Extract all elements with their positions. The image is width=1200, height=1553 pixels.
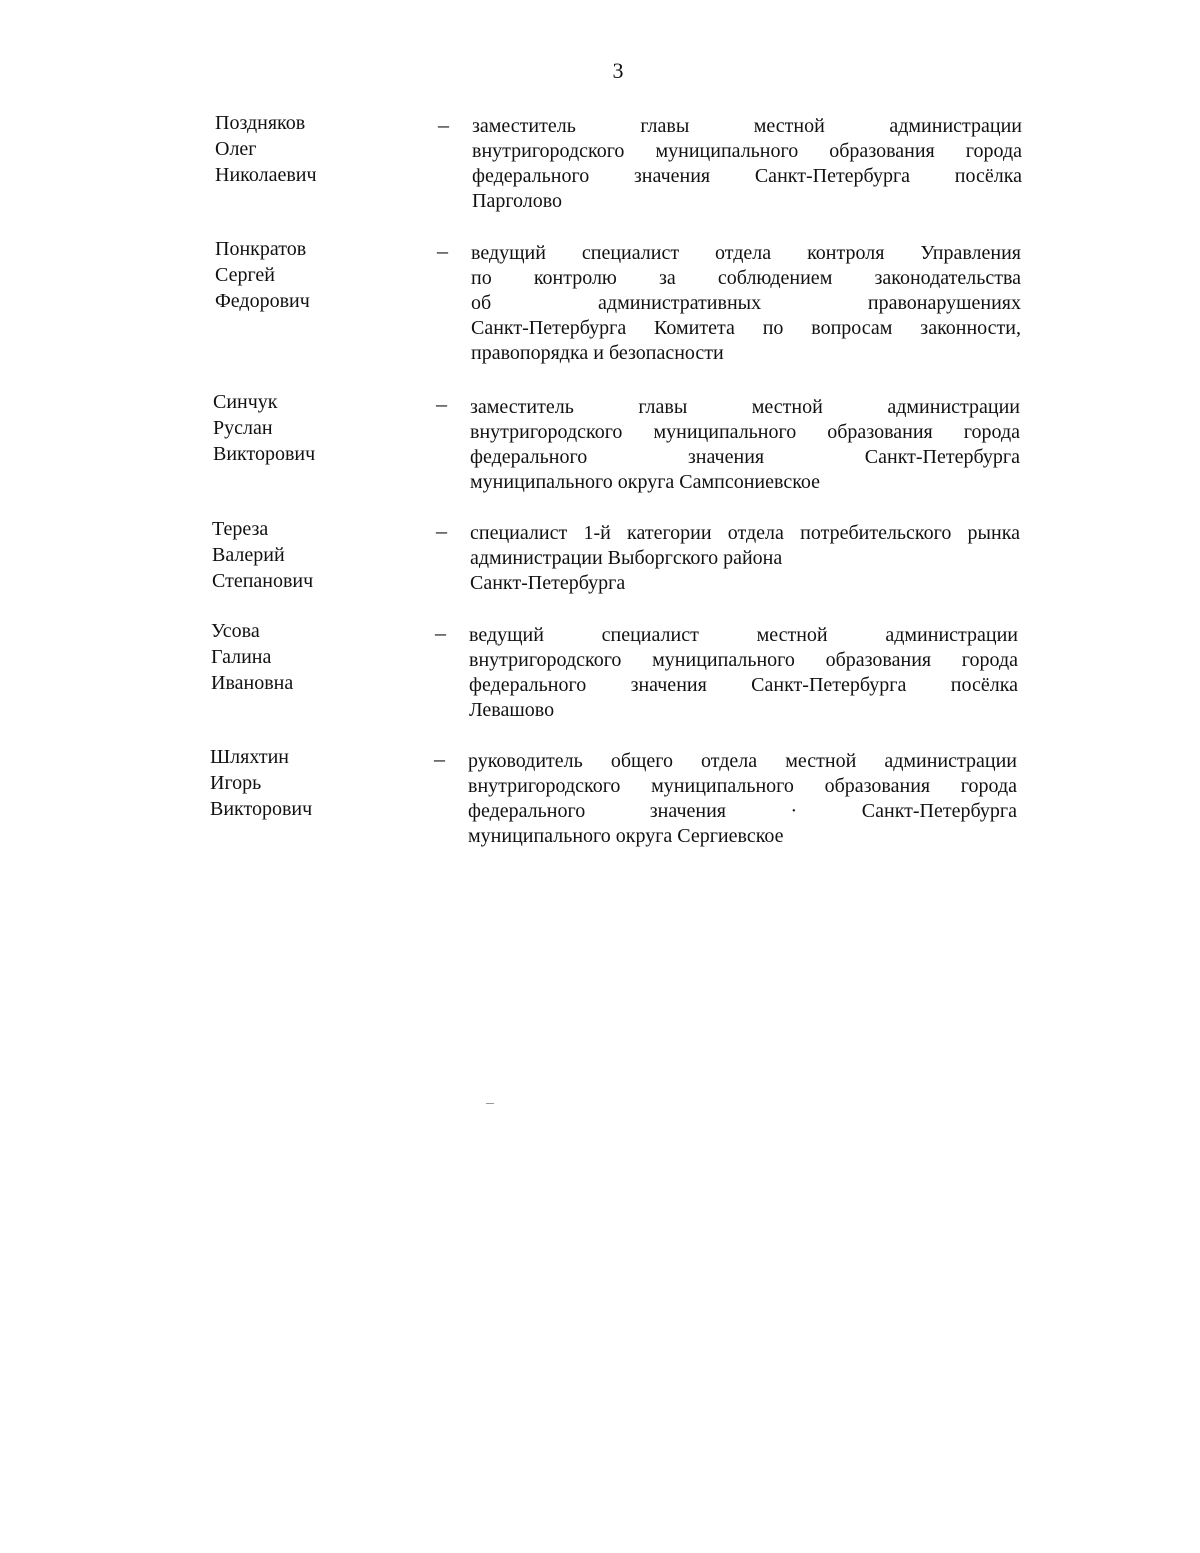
person-name (211, 618, 411, 696)
description-line: внутригородского муниципального образования города (468, 775, 1017, 797)
dash-separator: – (434, 746, 445, 771)
description-line: внутригородского муниципального образования города (469, 649, 1018, 671)
position-description (469, 623, 1018, 723)
surname: Шляхтин (210, 746, 290, 768)
description-line: специалист 1-й категории отдела потребительского рынка (470, 522, 1020, 544)
patronymic: Федорович (215, 290, 310, 312)
description-line: внутригородского муниципального образования города (472, 140, 1022, 162)
position-description (471, 241, 1021, 366)
dash-separator: – (436, 391, 447, 416)
person-name (215, 236, 415, 314)
person-name (213, 389, 413, 467)
patronymic: Николаевич (215, 164, 317, 186)
first-name: Галина (211, 646, 272, 668)
description-line: администрации Выборгского района (470, 547, 783, 569)
surname: Поздняков (215, 112, 306, 134)
surname: Тереза (212, 518, 269, 540)
description-line: внутригородского муниципального образования города (470, 421, 1020, 443)
person-name (212, 516, 412, 594)
dash-separator: – (438, 112, 449, 137)
first-name: Руслан (213, 417, 273, 439)
patronymic: Викторович (210, 798, 313, 820)
description-line: об административных правонарушениях (471, 292, 1021, 314)
person-name (210, 744, 410, 822)
dash-separator: – (436, 518, 447, 543)
position-description (470, 395, 1020, 495)
description-line: Санкт-Петербурга Комитета по вопросам законности, (471, 317, 1021, 339)
patronymic: Ивановна (211, 672, 294, 694)
first-name: Сергей (215, 264, 275, 286)
position-description (470, 521, 1020, 596)
description-line: федерального значения · Санкт-Петербурга (468, 800, 1017, 822)
description-line: ведущий специалист отдела контроля Управления (471, 242, 1021, 264)
description-line: Левашово (469, 699, 555, 721)
description-line: федерального значения Санкт-Петербурга посёлка (472, 165, 1022, 187)
position-description (472, 114, 1022, 214)
patronymic: Степанович (212, 570, 314, 592)
description-line: правопорядка и безопасности (471, 342, 724, 364)
first-name: Валерий (212, 544, 285, 566)
description-line: муниципального округа Сергиевское (468, 825, 784, 847)
person-name (215, 110, 415, 188)
first-name: Игорь (210, 772, 262, 794)
surname: Усова (211, 620, 260, 642)
description-line: муниципального округа Сампсониевское (470, 471, 821, 493)
dash-separator: – (437, 238, 448, 263)
first-name: Олег (215, 138, 257, 160)
description-line: федерального значения Санкт-Петербурга (470, 446, 1020, 468)
description-line: по контролю за соблюдением законодательства (471, 267, 1021, 289)
dash-separator: – (435, 620, 446, 645)
description-line: заместитель главы местной администрации (472, 115, 1022, 137)
description-line: заместитель главы местной администрации (470, 396, 1020, 418)
description-line: федерального значения Санкт-Петербурга посёлка (469, 674, 1018, 696)
description-line: Санкт-Петербурга (470, 572, 626, 594)
patronymic: Викторович (213, 443, 316, 465)
scan-speck (486, 1103, 494, 1104)
page-number: 3 (612, 58, 624, 83)
position-description (468, 749, 1017, 849)
description-line: ведущий специалист местной администрации (469, 624, 1018, 646)
description-line: руководитель общего отдела местной администрации (468, 750, 1017, 772)
surname: Синчук (213, 391, 278, 413)
description-line: Парголово (472, 190, 563, 212)
surname: Понкратов (215, 238, 307, 260)
